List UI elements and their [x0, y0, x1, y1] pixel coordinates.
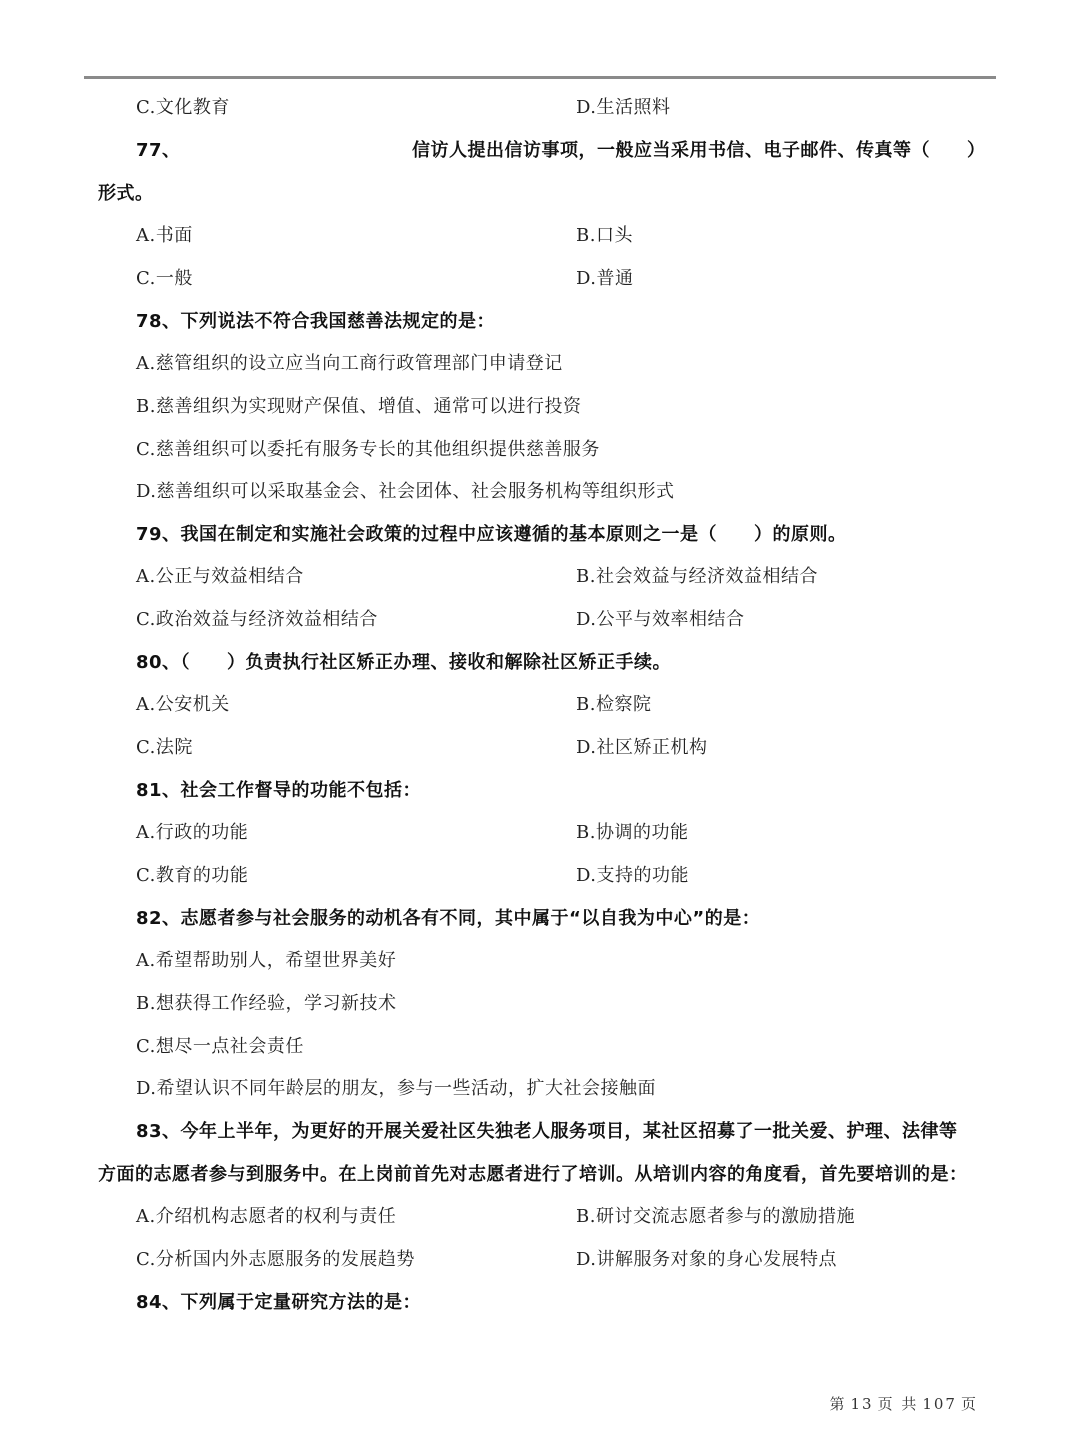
q80-option-b: B.检察院: [576, 694, 652, 715]
q78-option-a: A.慈管组织的设立应当向工商行政管理部门申请登记: [136, 353, 563, 374]
q76-option-c: C.文化教育: [136, 97, 230, 118]
q78-option-c: C.慈善组织可以委托有服务专长的其他组织提供慈善服务: [136, 439, 600, 460]
q78-stem: 78、下列说法不符合我国慈善法规定的是：: [136, 311, 496, 332]
q82-option-c: C.想尽一点社会责任: [136, 1036, 304, 1057]
q83-stem-line1: 83、今年上半年，为更好的开展关爱社区失独老人服务项目，某社区招募了一批关爱、护理、法律等: [136, 1121, 958, 1142]
current-page-number: 13: [850, 1395, 874, 1413]
q84-stem: 84、下列属于定量研究方法的是：: [136, 1292, 422, 1313]
q77-option-b: B.口头: [576, 225, 633, 246]
q83-option-c: C.分析国内外志愿服务的发展趋势: [136, 1249, 415, 1270]
q78-option-b: B.慈善组织为实现财产保值、增值、通常可以进行投资: [136, 396, 582, 417]
page-indicator: [827, 1394, 980, 1414]
q81-option-d: D.支持的功能: [576, 865, 690, 886]
q80-option-d: D.社区矫正机构: [576, 737, 708, 758]
q79-option-c: C.政治效益与经济效益相结合: [136, 609, 378, 630]
q79-option-a: A.公正与效益相结合: [136, 566, 304, 587]
q82-option-a: A.希望帮助别人，希望世界美好: [136, 950, 397, 971]
footer-prefix: 第: [829, 1395, 847, 1413]
q77-option-c: C.一般: [136, 268, 193, 289]
q80-option-a: A.公安机关: [136, 694, 230, 715]
q83-stem-line2: 方面的志愿者参与到服务中。在上岗前首先对志愿者进行了培训。从培训内容的角度看，首先要培训的是：: [98, 1164, 968, 1185]
q77-stem-line2: 形式。: [98, 183, 154, 204]
q77-stem-line1: 信访人提出信访事项，一般应当采用书信、电子邮件、传真等（ ）: [412, 140, 986, 161]
q77-option-a: A.书面: [136, 225, 193, 246]
q81-option-a: A.行政的功能: [136, 822, 249, 843]
q81-option-b: B.协调的功能: [576, 822, 689, 843]
total-page-number: 107: [922, 1395, 957, 1413]
q76-option-d: D.生活照料: [576, 97, 671, 118]
q77-option-d: D.普通: [576, 268, 634, 289]
q82-option-d: D.希望认识不同年龄层的朋友，参与一些活动，扩大社会接触面: [136, 1078, 657, 1099]
q83-option-d: D.讲解服务对象的身心发展特点: [576, 1249, 838, 1270]
q80-stem: 80、（ ）负责执行社区矫正办理、接收和解除社区矫正手续。: [136, 652, 672, 673]
q79-option-b: B.社会效益与经济效益相结合: [576, 566, 818, 587]
q81-stem: 81、社会工作督导的功能不包括：: [136, 780, 422, 801]
q78-option-d: D.慈善组织可以采取基金会、社会团体、社会服务机构等组织形式: [136, 481, 675, 502]
q79-stem: 79、我国在制定和实施社会政策的过程中应该遵循的基本原则之一是（ ）的原则。: [136, 524, 847, 545]
footer-mid: 页 共: [877, 1395, 919, 1413]
q77-number: 77、: [136, 140, 181, 161]
header-rule: [84, 76, 996, 79]
q80-option-c: C.法院: [136, 737, 193, 758]
q82-option-b: B.想获得工作经验，学习新技术: [136, 993, 397, 1014]
q79-option-d: D.公平与效率相结合: [576, 609, 745, 630]
footer-suffix: 页: [960, 1395, 978, 1413]
q83-option-a: A.介绍机构志愿者的权利与责任: [136, 1206, 397, 1227]
q83-option-b: B.研讨交流志愿者参与的激励措施: [576, 1206, 855, 1227]
q81-option-c: C.教育的功能: [136, 865, 249, 886]
q82-stem: 82、志愿者参与社会服务的动机各有不同，其中属于“以自我为中心”的是：: [136, 908, 761, 929]
